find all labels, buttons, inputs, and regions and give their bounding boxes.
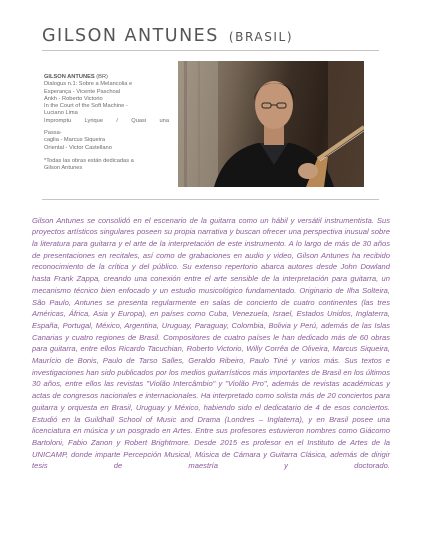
program-list: [44, 74, 169, 173]
program-performer: GILSON ANTUNES: [44, 74, 95, 80]
page-title: [42, 26, 293, 46]
program-note-line: Gilson Antunes: [44, 165, 83, 172]
program-line: Dialogus n.1: Sobre a Melancolia e: [44, 81, 133, 88]
section-divider: [42, 199, 379, 200]
performer-photo: [178, 61, 364, 187]
program-line: In the Court of the Soft Machine -: [44, 103, 128, 110]
performer-country: (BRASIL): [228, 30, 294, 44]
program-note-line: *Todas las obras están dedicadas a: [44, 157, 134, 164]
program-line: Ankh - Roberto Victorio: [44, 95, 103, 102]
program-line: Oriental - Victor Castellano: [44, 144, 112, 151]
title-divider: [42, 50, 379, 51]
performer-name: GILSON ANTUNES: [42, 26, 219, 46]
program-heading: [44, 74, 169, 81]
program-line: Passa-: [44, 130, 62, 137]
program-performer-country: (BR): [96, 74, 108, 80]
biography-text: Gilson Antunes se consolidó en el escenario de la guitarra como un hábil y versátil instrumentista. Sus proyectos artísticos singulares poseen su propia narrativa y buscan ofrecer una perspectiva inusual sobre la literatura para guitarra y el arte de la interpretación de este instrumento. A lo largo de más de 30 años de presentaciones en recitales, así como de grabaciones en audio y video, Gilson Antunes ha recibido reconocimiento de la crítica y del público. Su extenso repertorio abarca autores desde John Dowland hasta Frank Zappa, creando una conexión entre el arte sensible de la interpretación para guitarra, un mecanismo técnico bien enfocado y un estudio musicológico fundamentado. Originario de Ilha Solteira, São Paulo, Antunes se presenta regularmente en salas de concierto de cuatro continentes (las tres Américas, África, Asia y Europa), en países como Cuba, Venezuela, Israel, Estados Unidos, Inglaterra, España, Portugal, México, Argentina, Uruguay, Paraguay, Colombia, Bolivia y Perú, además de las Islas Canarias y cuatro regiones de Brasil. Compositores de cuatro países le han dedicado más de 60 obras para guitarra, entre ellos Ricardo Tacuchian, Roberto Victorio, Willy Corrêa de Oliveira, Marcus Siqueira, Maurício de Bonis, Paulo de Tarso Salles, Geraldo Ribeiro, Paulo Tiné y varios más. Sus textos e investigaciones han sido publicados por los medios guitarrísticos más importantes de Brasil en los últimos 30 años, entre ellos las revistas "Violão Intercâmbio" y "Violão Pro", además de revistas académicas y actas de congresos nacionales e internacionales. Ha interpretado como solista más de 20 conciertos para guitarra y orquesta en Brasil, Uruguay y México, habiendo sido el dedicatario de 4 de esos conciertos. Estudió en la Guildhall School of Music and Drama (Londres – Inglaterra), y en Brasil posee una licenciatura en música y un posgrado en Artes. Entre sus profesores estuvieron nombres como Giácomo Bartoloni, Fabio Zanon y Robert Brightmore. Desde 2015 es profesor en el Instituto de Artes de la UNICAMP, donde imparte Percepción Musical, Música de Cámara y Guitarra Clásica, además de dirigir tesis de maestría y doctorado.: [32, 215, 390, 471]
program-note: [44, 158, 169, 173]
program-line: Impromptu Lyrique / Quasi una: [44, 117, 169, 124]
program-line: Esperança - Vicente Paschoal: [44, 88, 121, 95]
program-line: Luciano Lima: [44, 110, 78, 117]
program-line: caglia - Marcus Siqueira: [44, 137, 106, 144]
